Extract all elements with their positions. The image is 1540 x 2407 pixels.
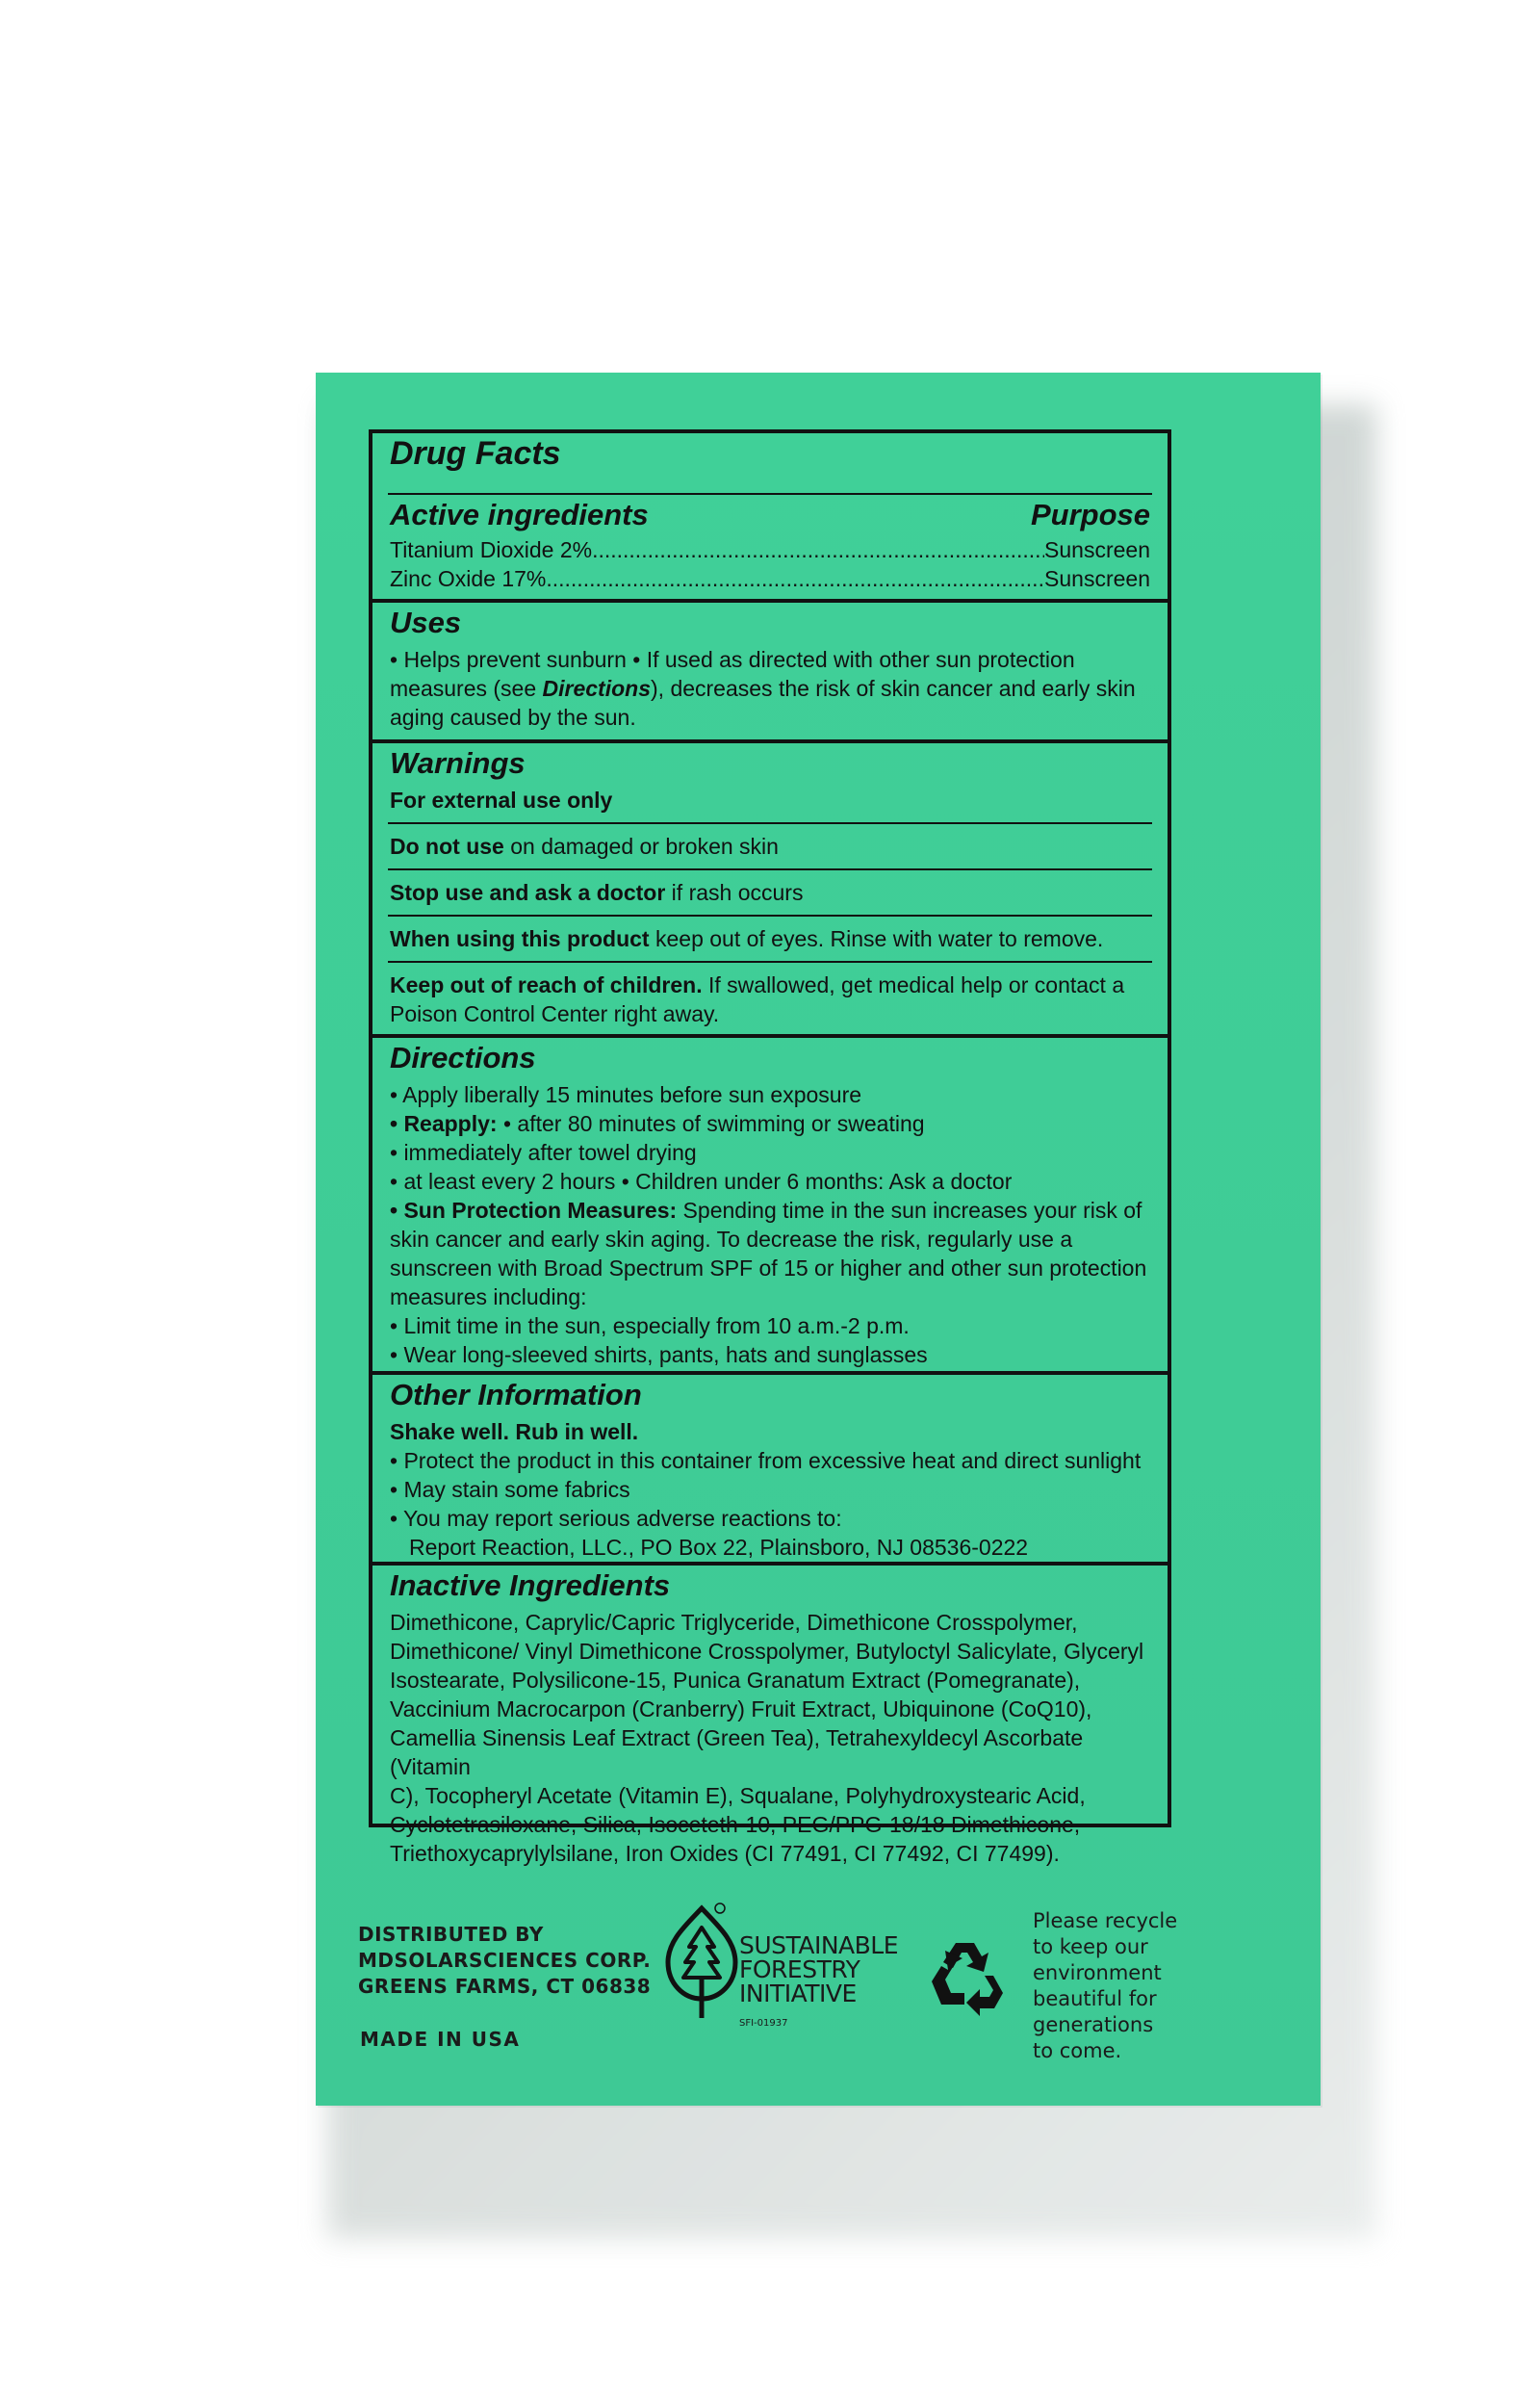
warning-keep-out <box>390 971 1150 1028</box>
section-divider <box>372 599 1168 603</box>
directions-line <box>390 1109 1150 1138</box>
directions-line: • immediately after towel drying <box>390 1140 697 1165</box>
leader-dots <box>592 535 1044 564</box>
distributor-line: DISTRIBUTED BY <box>358 1923 544 1946</box>
warning-stop-use <box>390 878 1150 907</box>
other-info-address: Report Reaction, LLC., PO Box 22, Plainsboro, NJ 08536-0222 <box>409 1535 1029 1560</box>
distributor-line: GREENS FARMS, CT 06838 <box>358 1975 652 1998</box>
directions-line: • Apply liberally 15 minutes before sun exposure <box>390 1082 862 1107</box>
section-divider <box>372 1371 1168 1375</box>
section-divider <box>372 739 1168 743</box>
directions-line: measures including: <box>390 1284 587 1309</box>
distributor-block <box>358 1922 651 2000</box>
uses-line <box>390 674 1150 703</box>
active-row <box>390 535 1150 564</box>
other-info-line: • You may report serious adverse reactions to: <box>390 1506 842 1531</box>
directions-heading: Directions <box>390 1041 536 1074</box>
warnings-heading: Warnings <box>390 746 526 780</box>
sfi-label-line: FORESTRY <box>739 1955 860 1983</box>
directions-line <box>390 1196 1150 1225</box>
recycle-line: Please recycle <box>1033 1909 1178 1932</box>
warning-text: if rash occurs <box>665 880 804 905</box>
active-header-row <box>390 498 1150 531</box>
divider <box>388 961 1152 963</box>
sfi-tree-icon <box>662 1899 741 2024</box>
warning-bold: Keep out of reach of children. <box>390 972 703 997</box>
warning-text: keep out of eyes. Rinse with water to remove. <box>649 926 1104 951</box>
uses-text-part: ), decreases the risk of skin cancer and early skin <box>651 676 1136 701</box>
inactive-line: C), Tocopheryl Acetate (Vitamin E), Squalane, Polyhydroxystearic Acid, <box>390 1783 1086 1808</box>
inactive-text <box>390 1608 1150 1868</box>
inactive-line: Dimethicone, Caprylic/Capric Triglyceride, Dimethicone Crosspolymer, <box>390 1610 1078 1635</box>
inactive-heading: Inactive Ingredients <box>390 1568 671 1602</box>
recycle-line: generations <box>1033 2013 1154 2036</box>
recycle-icon <box>924 1937 1011 2020</box>
other-info-text <box>390 1417 1150 1562</box>
sfi-label <box>739 1933 898 2006</box>
active-name: Titanium Dioxide 2% <box>390 537 593 562</box>
section-divider <box>372 1034 1168 1038</box>
warning-when-using <box>390 924 1150 953</box>
leader-dots <box>546 564 1044 593</box>
section-divider <box>372 1562 1168 1566</box>
warning-bold: Stop use and ask a doctor <box>390 880 666 905</box>
purpose-heading: Purpose <box>1030 498 1150 531</box>
warning-bold: Do not use <box>390 834 504 859</box>
active-purpose: Sunscreen <box>1044 537 1150 562</box>
made-in-usa: MADE IN USA <box>360 2028 521 2051</box>
recycle-line: beautiful for <box>1033 1987 1157 2010</box>
warning-text: Poison Control Center right away. <box>390 1001 720 1026</box>
directions-bold: • Sun Protection Measures: <box>390 1198 678 1223</box>
inactive-line: Cyclotetrasiloxane, Silica, Isoceteth-10, PEG/PPG-18/18 Dimethicone, <box>390 1812 1081 1837</box>
active-row <box>390 564 1150 593</box>
warning-bold: When using this product <box>390 926 650 951</box>
divider <box>388 822 1152 824</box>
warning-external: For external use only <box>390 788 613 813</box>
sfi-label-line: SUSTAINABLE <box>739 1931 899 1959</box>
directions-line: • Limit time in the sun, especially from 10 a.m.-2 p.m. <box>390 1313 910 1338</box>
directions-line: skin cancer and early skin aging. To decrease the risk, regularly use a <box>390 1227 1073 1252</box>
recycle-message <box>1033 1908 1177 2064</box>
warning-text: on damaged or broken skin <box>503 834 779 859</box>
warning-text: If swallowed, get medical help or contact a <box>702 972 1125 997</box>
distributor-line: MDSOLARSCIENCES CORP. <box>358 1949 652 1972</box>
uses-line: aging caused by the sun. <box>390 705 636 730</box>
divider <box>388 915 1152 917</box>
sfi-label-line: INITIATIVE <box>739 1980 857 2007</box>
other-info-line: • May stain some fabrics <box>390 1477 630 1502</box>
directions-line: sunscreen with Broad Spectrum SPF of 15 or higher and other sun protection <box>390 1255 1147 1281</box>
other-info-line: • Protect the product in this container from excessive heat and direct sunlight <box>390 1448 1142 1473</box>
uses-heading: Uses <box>390 606 462 639</box>
inactive-line: Isostearate, Polysilicone-15, Punica Granatum Extract (Pomegranate), <box>390 1668 1081 1693</box>
other-info-bold: Shake well. Rub in well. <box>390 1419 639 1444</box>
recycle-line: to come. <box>1033 2039 1122 2062</box>
recycle-line: environment <box>1033 1961 1162 1984</box>
inactive-line: Triethoxycaprylylsilane, Iron Oxides (CI 77491, CI 77492, CI 77499). <box>390 1841 1060 1866</box>
sfi-code: SFI-01937 <box>739 2018 788 2029</box>
uses-line: • Helps prevent sunburn • If used as directed with other sun protection <box>390 647 1075 672</box>
directions-part: Spending time in the sun increases your risk of <box>677 1198 1142 1223</box>
directions-part: • after 80 minutes of swimming or sweating <box>497 1111 925 1136</box>
uses-text <box>390 645 1150 732</box>
inactive-line: Vaccinium Macrocarpon (Cranberry) Fruit Extract, Ubiquinone (CoQ10), <box>390 1696 1092 1721</box>
inactive-line: Dimethicone/ Vinyl Dimethicone Crosspolymer, Butyloctyl Salicylate, Glyceryl <box>390 1639 1144 1664</box>
divider <box>388 493 1152 495</box>
active-heading: Active ingredients <box>390 498 649 531</box>
other-info-heading: Other Information <box>390 1378 642 1411</box>
directions-line: • Wear long-sleeved shirts, pants, hats and sunglasses <box>390 1342 928 1367</box>
directions-text <box>390 1080 1150 1369</box>
divider <box>388 868 1152 870</box>
active-name: Zinc Oxide 17% <box>390 566 547 591</box>
directions-line: • at least every 2 hours • Children under 6 months: Ask a doctor <box>390 1169 1013 1194</box>
active-purpose: Sunscreen <box>1044 566 1150 591</box>
recycle-line: to keep our <box>1033 1935 1148 1958</box>
drug-facts-panel <box>369 429 1171 1866</box>
inactive-line: Camellia Sinensis Leaf Extract (Green Tea), Tetrahexyldecyl Ascorbate (Vitamin <box>390 1725 1084 1779</box>
directions-ref: Directions <box>542 676 651 701</box>
drug-facts-title: Drug Facts <box>390 435 561 472</box>
warning-do-not-use <box>390 832 1150 861</box>
uses-text-part: measures (see <box>390 676 543 701</box>
directions-bold: • Reapply: <box>390 1111 498 1136</box>
